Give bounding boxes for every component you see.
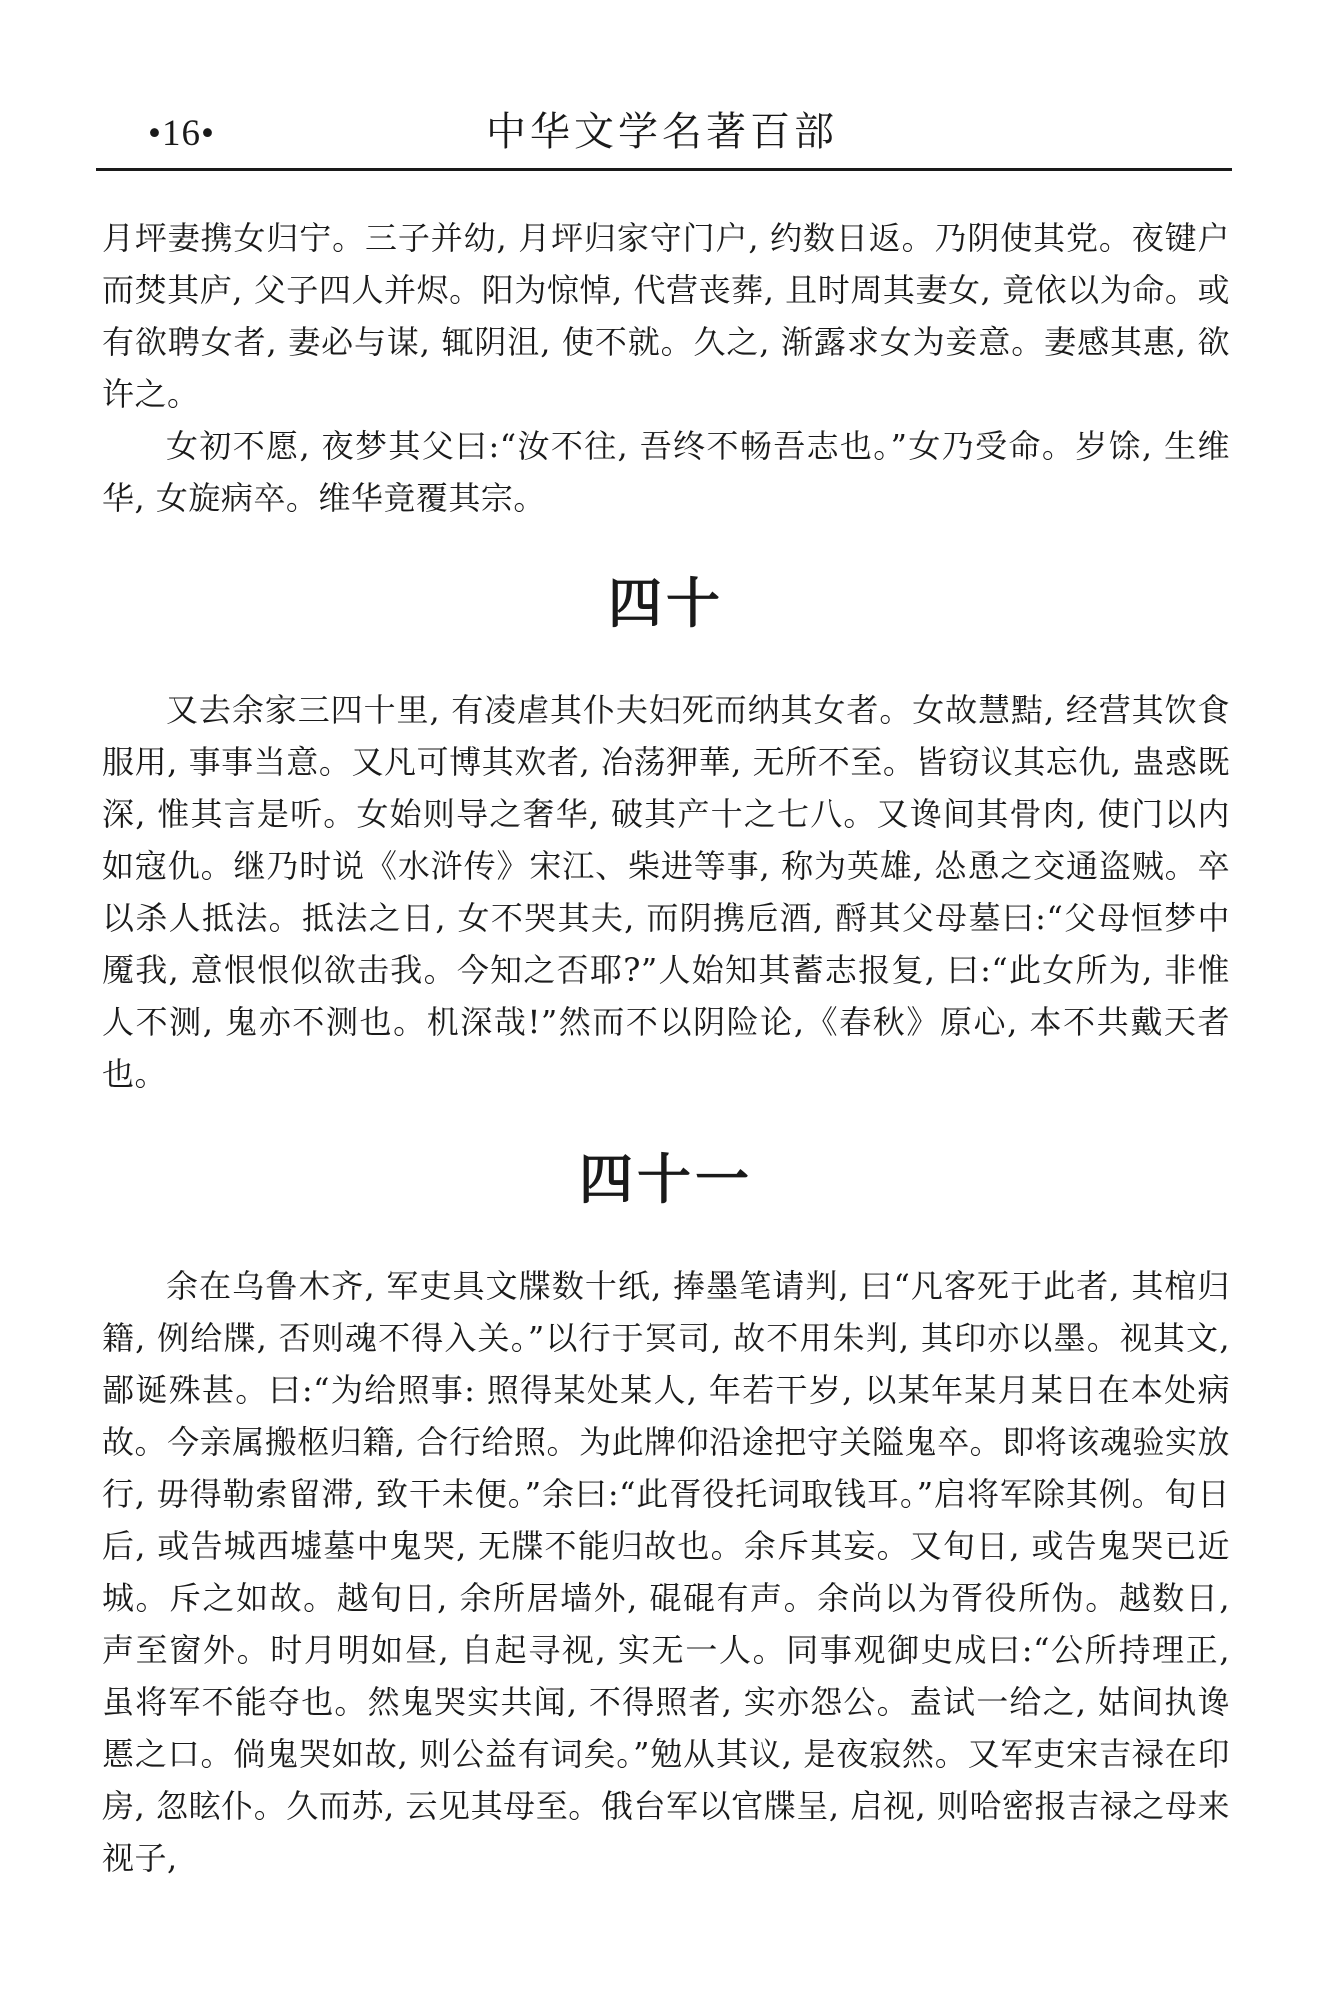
section-41-text: 余在乌鲁木齐, 军吏具文牒数十纸, 捧墨笔请判, 曰“凡客死于此者, 其棺归籍, 例给牒, 否则魂不得入关。”以行于冥司, 故不用朱判, 其印亦以墨。视其文, 鄙诞殊甚。曰:“为给照事: 照得某处某人, 年若干岁, 以某年某月某日在本处病故。今亲属搬柩归籍, 合行给照。为此牌仰沿途把守关隘鬼卒。即将该魂验实放行, 毋得勒索留滞, 致干未便。”余曰:“此胥役托词取钱耳。”启将军除其例。旬日后, 或告城西墟墓中鬼哭, 无牒不能归故也。余斥其妄。又旬日, 或告鬼哭已近城。斥之如故。越旬日, 余所居墙外, 䃂䃂有声。余尚以为胥役所伪。越数日, 声至窗外。时月明如昼, 自起寻视, 实无一人。同事观御史成曰:“公所持理正, 虽将军不能夺也。然鬼哭实共闻, 不得照者, 实亦怨公。盍试一给之, 姑间执谗慝之口。倘鬼哭如故, 则公益有词矣。”勉从其议, 是夜寂然。又军吏宋吉禄在印房, 忽眩仆。久而苏, 云见其母至。俄台军以官牒呈, 启视, 则哈密报吉禄之母来视子,	[102, 1267, 1230, 1877]
header-rule	[96, 168, 1232, 171]
paragraph-continued: 月坪妻携女归宁。三子并幼, 月坪归家守门户, 约数日返。乃阴使其党。夜键户而焚其庐, 父子四人并烬。阳为惊悼, 代营丧葬, 且时周其妻女, 竟依以为命。或有欲聘女者, 妻必与谋, 辄阴沮, 使不就。久之, 渐露求女为妾意。妻感其惠, 欲许之。	[102, 219, 1230, 413]
section-40-text: 又去余家三四十里, 有凌虐其仆夫妇死而纳其女者。女故慧黠, 经营其饮食服用, 事事当意。又凡可博其欢者, 冶荡狎華, 无所不至。皆窃议其忘仇, 蛊惑既深, 惟其言是听。女始则导之奢华, 破其产十之七八。又谗间其骨肉, 使门以内如寇仇。继乃时说《水浒传》宋江、柴进等事, 称为英雄, 怂恿之交通盗贼。卒以杀人抵法。抵法之日, 女不哭其夫, 而阴携卮酒, 酹其父母墓曰:“父母恒梦中魇我, 意恨恨似欲击我。今知之否耶?”人始知其蓄志报复, 曰:“此女所为, 非惟人不测, 鬼亦不测也。机深哉!”然而不以阴险论,《春秋》原心, 本不共戴天者也。	[102, 691, 1230, 1093]
book-title: 中华文学名著百部	[486, 109, 838, 155]
paragraph: 女初不愿, 夜梦其父曰:“汝不往, 吾终不畅吾志也。”女乃受命。岁馀, 生维华, 女旋病卒。维华竟覆其宗。	[102, 427, 1230, 517]
page-number: •16•	[148, 113, 215, 154]
section-heading-41: 四十一	[579, 1148, 753, 1211]
running-header	[96, 104, 1228, 168]
body-text	[102, 212, 1230, 1884]
section-heading-40: 四十	[608, 572, 724, 635]
